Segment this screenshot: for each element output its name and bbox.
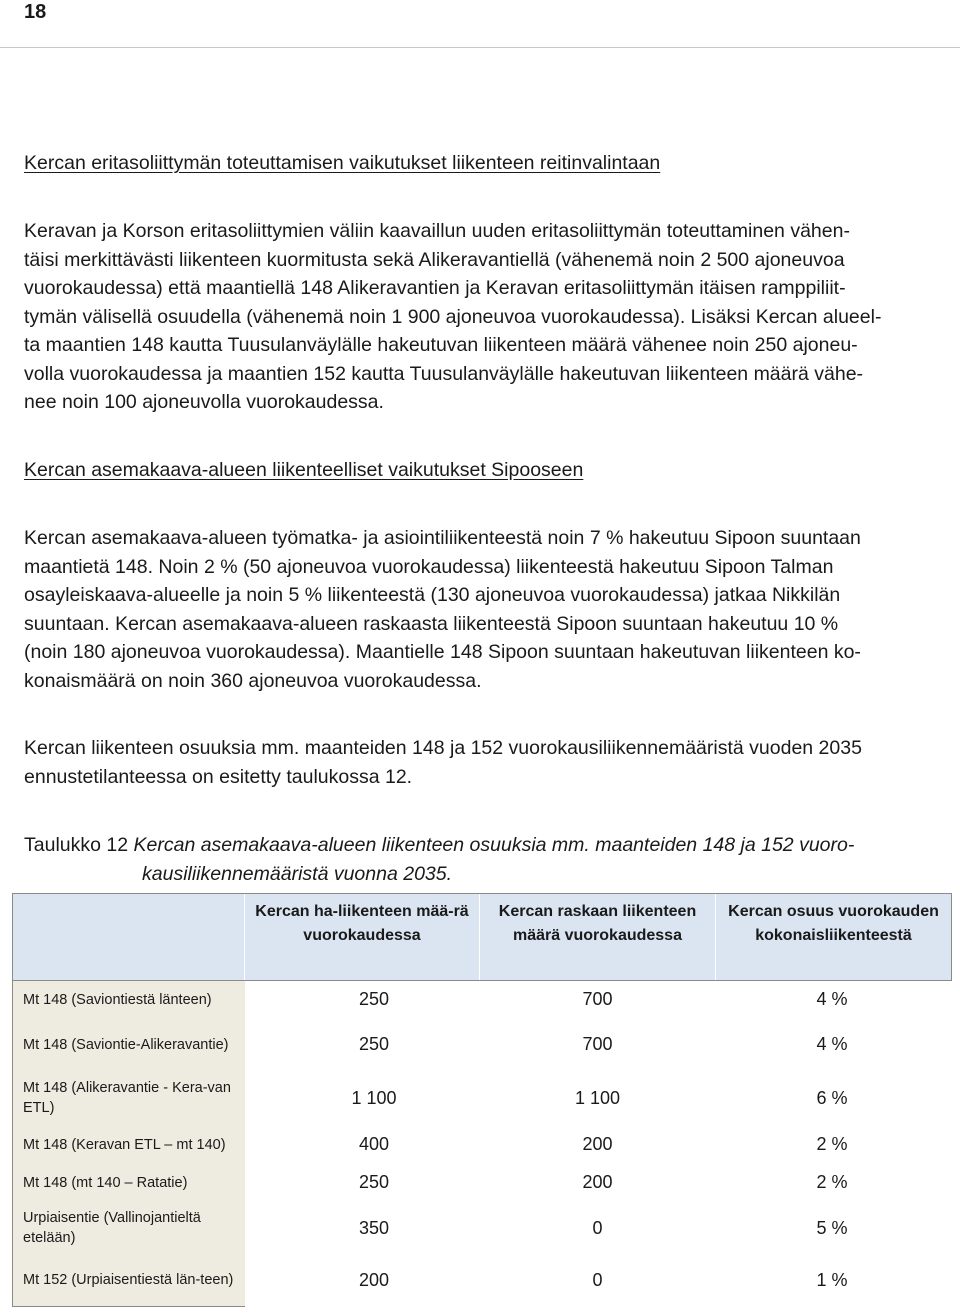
paragraph-line: osayleiskaava-alueelle ja noin 5 % liikenteestä (130 ajoneuvoa vuorokaudessa) jatkaa Nikkilän xyxy=(24,584,841,606)
cell-raskas: 700 xyxy=(582,1034,613,1054)
paragraph-sipoo xyxy=(24,524,936,695)
paragraph-reitinvalinta xyxy=(24,217,936,417)
table-header-ha: Kercan ha-liikenteen mää-rä vuorokaudessa xyxy=(245,894,480,981)
table-header-corner xyxy=(13,894,245,981)
table-header-osuus: Kercan osuus vuorokauden kokonaisliikenteestä xyxy=(716,894,952,981)
cell-osuus: 4 % xyxy=(816,989,848,1010)
cell-ha: 400 xyxy=(358,1134,390,1154)
cell-ha: 1 100 xyxy=(351,1087,397,1108)
cell-osuus: 2 % xyxy=(816,1172,848,1192)
row-label: Urpiaisentie (Vallinojantieltä etelään) xyxy=(13,1202,245,1255)
paragraph-line: täisi merkittävästi liikenteen kuormitusta sekä Alikeravantiellä (vähenemä noin 2 500 ajoneuvoa xyxy=(24,248,845,271)
caption-title-line1: Kercan asemakaava-alueen liikenteen osuuksia mm. maanteiden 148 ja 152 vuoro- xyxy=(133,834,855,856)
cell-ha: 250 xyxy=(358,1172,390,1192)
table-row xyxy=(13,1019,952,1071)
row-label: Mt 148 (Saviontiestä länteen) xyxy=(13,981,245,1019)
caption-title-line2: kausiliikennemääristä vuonna 2035. xyxy=(142,862,453,885)
cell-osuus: 2 % xyxy=(816,1134,848,1154)
cell-raskas: 200 xyxy=(582,1172,613,1192)
row-label: Mt 152 (Urpiaisentiestä län-teen) xyxy=(13,1255,245,1307)
section-heading-sipoo: Kercan asemakaava-alueen liikenteelliset vaikutukset Sipooseen xyxy=(24,459,584,481)
table-row xyxy=(13,1071,952,1126)
paragraph-line: maantietä 148. Noin 2 % (50 ajoneuvoa vuorokaudessa) liikenteestä hakeutuu Sipoon Talman xyxy=(24,555,834,578)
cell-osuus: 4 % xyxy=(816,1034,848,1054)
paragraph-line: Kercan liikenteen osuuksia mm. maanteiden 148 ja 152 vuorokausiliikennemääristä vuoden 2035 xyxy=(24,737,862,759)
paragraph-line: (noin 180 ajoneuvoa vuorokaudessa). Maantielle 148 Sipoon suuntaan hakeutuvan liikenteen ko- xyxy=(24,641,861,663)
cell-osuus: 6 % xyxy=(816,1087,848,1108)
paragraph-line: konaismäärä on noin 360 ajoneuvoa vuorokaudessa. xyxy=(24,669,482,692)
table-row xyxy=(13,1126,952,1164)
cell-ha: 350 xyxy=(358,1217,390,1238)
table-caption xyxy=(24,831,854,888)
row-label: Mt 148 (Saviontie-Alikeravantie) xyxy=(13,1019,245,1071)
row-label: Mt 148 (mt 140 – Ratatie) xyxy=(13,1164,245,1202)
table-header-row xyxy=(13,894,952,981)
caption-label: Taulukko 12 xyxy=(24,834,129,856)
table-row xyxy=(13,1255,952,1307)
traffic-share-table xyxy=(12,893,952,1307)
cell-raskas: 0 xyxy=(592,1217,603,1238)
paragraph-line: vuorokaudessa) että maantiellä 148 Alikeravantien ja Keravan eritasoliittymän itäisen ramppiliit- xyxy=(24,277,846,299)
table-row xyxy=(13,1202,952,1255)
paragraph-line: Keravan ja Korson eritasoliittymien väliin kaavaillun uuden eritasoliittymän toteuttaminen vähen- xyxy=(24,220,850,242)
cell-ha: 250 xyxy=(358,989,390,1010)
cell-raskas: 1 100 xyxy=(574,1087,621,1108)
page-number: 18 xyxy=(24,1,47,23)
paragraph-line: suuntaan. Kercan asemakaava-alueen raskaasta liikenteestä Sipoon suuntaan hakeutuu 10 % xyxy=(24,612,839,635)
paragraph-line: tymän välisellä osuudella (vähenemä noin 1 900 ajoneuvoa vuorokaudessa). Lisäksi Kercan alueel- xyxy=(24,305,882,328)
cell-raskas: 0 xyxy=(592,1270,603,1290)
cell-ha: 250 xyxy=(358,1034,390,1054)
cell-ha: 200 xyxy=(358,1270,390,1290)
cell-raskas: 700 xyxy=(582,989,613,1010)
table-header-raskas: Kercan raskaan liikenteen määrä vuorokaudessa xyxy=(480,894,716,981)
cell-osuus: 5 % xyxy=(816,1217,848,1238)
paragraph-line: Kercan asemakaava-alueen työmatka- ja asiointiliikenteestä noin 7 % hakeutuu Sipoon suuntaan xyxy=(24,527,861,549)
paragraph-line: nee noin 100 ajoneuvolla vuorokaudessa. xyxy=(24,391,384,413)
table-row xyxy=(13,981,952,1019)
cell-osuus: 1 % xyxy=(816,1270,848,1290)
row-label: Mt 148 (Keravan ETL – mt 140) xyxy=(13,1126,245,1164)
paragraph-line: volla vuorokaudessa ja maantien 152 kautta Tuusulanväylälle hakeutuvan liikenteen määrä vähe- xyxy=(24,362,864,385)
header-divider xyxy=(0,47,960,48)
paragraph-line: ennustetilanteessa on esitetty taulukossa 12. xyxy=(24,765,413,788)
section-heading-reitinvalinta: Kercan eritasoliittymän toteuttamisen vaikutukset liikenteen reitinvalintaan xyxy=(24,152,661,174)
cell-raskas: 200 xyxy=(582,1134,613,1154)
paragraph-table-intro xyxy=(24,734,936,791)
table-row xyxy=(13,1164,952,1202)
row-label: Mt 148 (Alikeravantie - Kera-van ETL) xyxy=(13,1071,245,1126)
paragraph-line: ta maantien 148 kautta Tuusulanväylälle hakeutuvan liikenteen määrä vähenee noin 250 ajoneu- xyxy=(24,334,858,356)
